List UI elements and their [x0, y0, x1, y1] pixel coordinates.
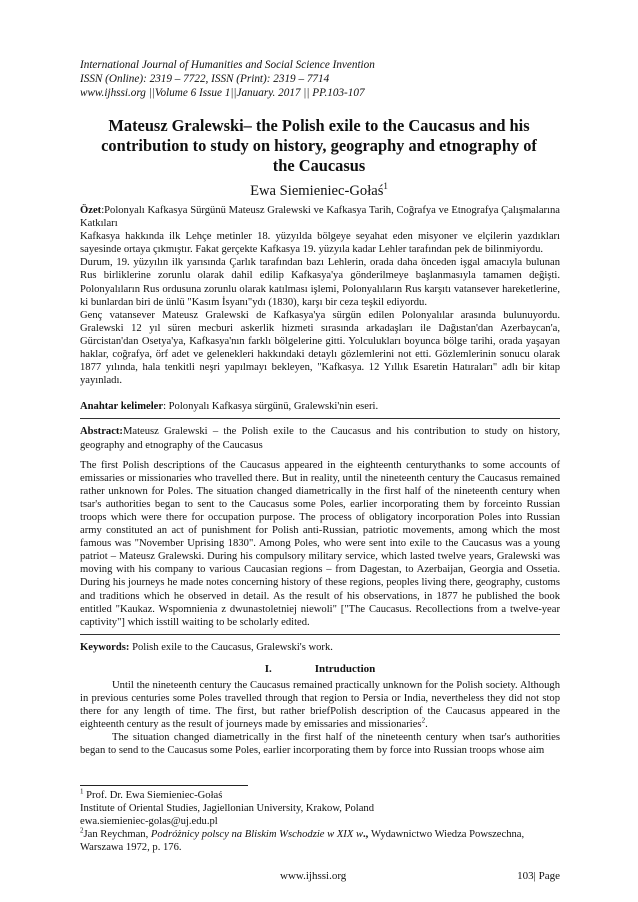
footnote-1 [80, 789, 560, 802]
divider-top [80, 418, 560, 419]
title-line-2: contribution to study on history, geography and etnography of [101, 136, 537, 155]
keywords-label: Keywords: [80, 641, 130, 653]
page-footer [80, 870, 560, 884]
abstract-intro [80, 425, 560, 451]
journal-issn: ISSN (Online): 2319 – 7722, ISSN (Print): 2319 – 7714 [80, 73, 330, 85]
journal-name: International Journal of Humanities and Social Science Invention [80, 59, 375, 71]
title-line-3: the Caucasus [272, 156, 366, 175]
footnote-2-book-title: Podróżnicy polscy na Bliskim Wschodzie w XIX w [150, 829, 364, 841]
paper-body [80, 204, 560, 758]
intro-paragraph-1 [80, 679, 560, 731]
keywords [80, 641, 560, 654]
footnote-2-author: Jan Reychman, [83, 829, 151, 841]
journal-header [80, 58, 560, 100]
footnote-ref-2: 2 [421, 716, 426, 725]
footnote-1-mark: 1 [80, 787, 84, 796]
footnote-2-separator: ., [363, 829, 371, 841]
abstract-paragraph: The first Polish descriptions of the Caucasus appeared in the eighteenth centurythanks to some accounts of emissaries or missionaries who travelled there. But in reality, until the nineteenth century the Caucasus remained rather unknown for Poles. The situation changed diametrically in the first half of the nineteenth century when tsar's authorities began to sent to the Caucasus some Poles, earlier incorporating them by forceinto Russian troops which were there for occupation purpose. The process of obligatory incorporation Poles into Russian army constituted an act of punishment for Polish anti-Russian, patriotic movements, among which the most famous was "November Uprising 1830". Among Poles, who were sent into exile to the Caucasus was a young patriot – Mateusz Gralewski. During his compulsory military service, which lasted twelve years, Gralewski was moving with his company to various Caucasian regions – from Dagestan, to Azerbaijan, Georgia and Ossetia. During his journeys he made notes concerning history of these regions, peoples living there, geography, customs and traditions which he observed in detail. As the result of his observations, in 1877 he published the book entitled "Kaukaz. Wspomnienia z dwunastoletniej niewoli" ["The Caucasus. Recollections from a twelve-year captivity"] which isstill waiting to be scholarly edited. [80, 459, 560, 628]
keywords-text: Polish exile to the Caucasus, Gralewski's work. [129, 641, 333, 653]
anahtar-text: : Polonyalı Kafkasya sürgünü, Gralewski'nin eseri. [163, 401, 379, 413]
footnote-1-email: ewa.siemieniec-golas@uj.edu.pl [80, 816, 218, 828]
paper-title [82, 116, 556, 176]
ozet-intro-text: :Polonyalı Kafkasya Sürgünü Mateusz Gralewski ve Kafkasya Tarih, Coğrafya ve Etnografya Çalışmalarına Katkıları [80, 205, 560, 230]
author-line [82, 182, 556, 200]
anahtar-kelimeler [80, 400, 560, 413]
anahtar-label: Anahtar kelimeler [80, 401, 164, 413]
section-heading [80, 663, 560, 676]
intro-paragraph-1-end: . [425, 719, 428, 731]
journal-issue: www.ijhssi.org ||Volume 6 Issue 1||January. 2017 || PP.103-107 [80, 87, 365, 99]
footer-page-number: 103| Page [517, 870, 560, 882]
abstract-intro-text: Mateusz Gralewski – the Polish exile to the Caucasus and his contribution to study on history, geography and etnography of the Caucasus [80, 426, 560, 451]
footnote-divider [80, 785, 248, 786]
footnote-2-mark: 2 [80, 826, 84, 835]
divider-bottom [80, 634, 560, 635]
ozet-intro [80, 204, 560, 230]
intro-paragraph-2: The situation changed diametrically in the first half of the nineteenth century when tsar's authorities began to send to the Caucasus some Poles, earlier incorporating them by force into Russian troops whose aim [80, 732, 560, 757]
footnote-2 [80, 828, 560, 854]
ozet-paragraph-2: Durum, 19. yüzyılın ilk yarısında Çarlık tarafından bazı Lehlerin, orada daha önceden işgal amacıyla bulunan Rus birliklerine zorunlu olarak dahil edilip Kafkasya'ya gönderilmeye başlanmasıyla tamamen değişti. Polonyalıların Rus ordusuna zorunlu olarak katılması işlemi, Polonyalıların Rus karşıtı vatansever hareketlerine, ki bunlardan biri de ünlü "Kasım İsyanı"ydı (1830), karşı bir ceza teşkil ediyordu. [80, 257, 560, 308]
footnote-1-name: Prof. Dr. Ewa Siemieniec-Gołaś [83, 790, 223, 801]
ozet-paragraph-1: Kafkasya hakkında ilk Lehçe metinler 18. yüzyılda bölgeye seyahat eden misyoner ve elçilerin yazdıkları sayesinde ortaya çıkmıştır. Fakat gerçekte Kafkasya 19. yüzyıla kadar Lehler tarafından pek de bilinmiyordu. [80, 231, 560, 256]
footnote-1-affiliation: Institute of Oriental Studies, Jagiellonian University, Krakow, Poland [80, 803, 375, 815]
footnote-2-publisher: Wydawnictwo Wiedza Powszechna, Warszawa 1972, p. 176. [80, 829, 525, 854]
author-footnote-mark: 1 [383, 181, 388, 192]
abstract-label: Abstract: [80, 426, 123, 438]
title-line-1: Mateusz Gralewski– the Polish exile to the Caucasus and his [108, 116, 530, 135]
intro-paragraph-1-text: Until the nineteenth century the Caucasus remained practically unknown for the Polish society. Although in previous centuries some Poles travelled through that region to Persia or India, nevertheless they did not stop there for any length of time. The first, but rather briefPolish description of the Caucasus appeared in the eighteenth century as the result of journeys made by emissaries and missionaries [80, 680, 560, 731]
ozet-paragraph-3: Genç vatansever Mateusz Gralewski de Kafkasya'ya sürgün edilen Polonyalılar arasında bulunuyordu. Gralewski 12 yıl süren mecburi askerlik hizmeti sırasında arkadaşları ile Dağıstan'dan Azerbaycan'a, Gürcistan'dan Osetya'ya, Kafkasya'nın farklı bölgelerine gitti. Yolculukları boyunca bölge tarihi, orada yaşayan haklar, coğrafya, örf adet ve gelenekleri hakkındaki detaylı gözlemlerini not etti. Gözlemlerinin sonucu olarak 1877 yılında, hala tenkitli neşri yapılmayı bekleyen, "Kafkasya. 12 Yıllık Esaretin Hatıraları" adlı bir kitap yayınladı. [80, 309, 560, 387]
footnotes [80, 789, 560, 854]
section-title: Intruduction [314, 662, 376, 675]
ozet-label: Özet [80, 205, 102, 216]
footer-website: www.ijhssi.org [280, 870, 347, 882]
author-name: Ewa Siemieniec-Gołaś [250, 183, 384, 199]
section-number: I. [264, 662, 272, 675]
